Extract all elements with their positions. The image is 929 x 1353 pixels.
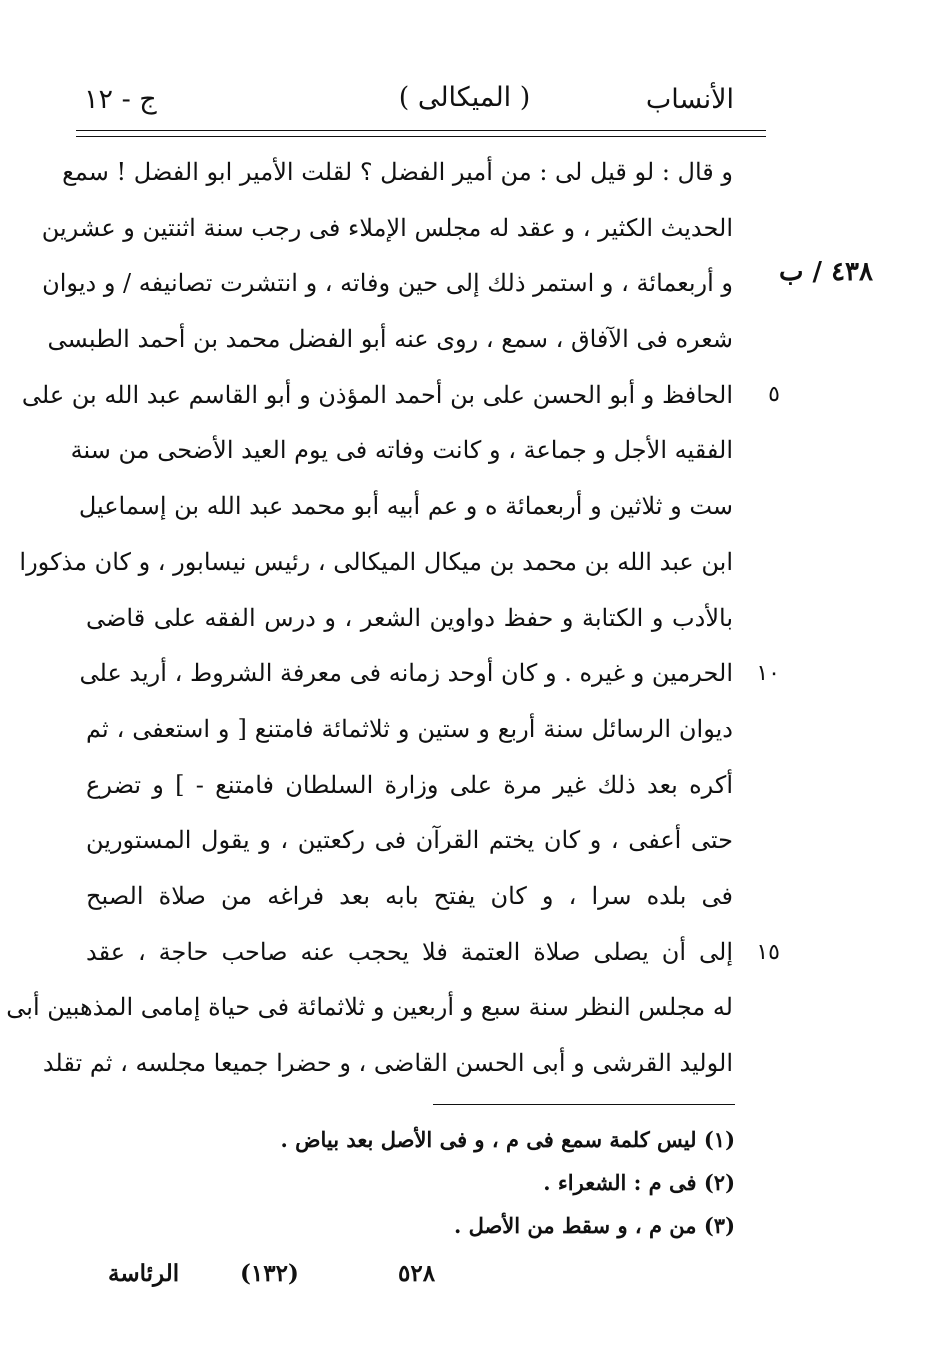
text-line: و أربعمائة ، و استمر ذلك إلى حين وفاته ، و انتشرت تصانيفه / و ديوان bbox=[42, 269, 733, 298]
running-header-section: الأنساب bbox=[645, 84, 734, 115]
text-line: أكره بعد ذلك غير مرة على وزارة السلطان فامتنع - ] و تضرع bbox=[86, 770, 733, 799]
publisher-place: الرئاسة bbox=[108, 1260, 180, 1287]
text-line: الحافظ و أبو الحسن على بن أحمد المؤذن و أبو القاسم عبد الله بن على bbox=[21, 380, 733, 409]
manuscript-folio-note: ٤٣٨ / ب bbox=[779, 257, 873, 287]
text-line: الوليد القرشى و أبى الحسن القاضى ، و حضرا جميعا مجلسه ، ثم تقلد bbox=[42, 1049, 733, 1077]
text-line: و قال : لو قيل لى : من أمير الفضل ؟ لقلت الأمير ابو الفضل ! سمع bbox=[62, 158, 733, 186]
main-text bbox=[6, 145, 733, 1092]
footnote-3: (٣) من م ، و سقط من الأصل . bbox=[453, 1213, 735, 1238]
line-number-15: ١٥ bbox=[756, 940, 780, 965]
text-line: شعره فى الآفاق ، سمع ، روى عنه أبو الفضل محمد بن أحمد الطبسى bbox=[47, 325, 733, 354]
running-header-entry: ( الميكالى ) bbox=[398, 82, 531, 113]
line-number-5: ٥ bbox=[768, 382, 780, 407]
footnote-rule bbox=[433, 1104, 735, 1105]
volume-part-number: (١٣٢) bbox=[240, 1260, 299, 1287]
header-rule-bottom bbox=[76, 136, 766, 137]
text-line: ديوان الرسائل سنة أربع و ستين و ثلاثمائة فامتنع [ و استعفى ، ثم bbox=[86, 714, 733, 743]
text-line: فى بلده سرا ، و كان يفتح بابه بعد فراغه من صلاة الصبح bbox=[86, 881, 733, 910]
page-number: ٥٢٨ bbox=[398, 1260, 436, 1287]
text-line: ابن عبد الله بن محمد بن ميكال الميكالى ، رئيس نيسابور ، و كان مذكورا bbox=[19, 547, 733, 576]
text-line: ست و ثلاثين و أربعمائة ه و عم أبيه أبو محمد عبد الله بن إسماعيل bbox=[78, 492, 733, 521]
footnote-2: (٢) فى م : الشعراء . bbox=[543, 1170, 735, 1195]
text-line: الحديث الكثير ، و عقد له مجلس الإملاء فى رجب سنة اثنتين و عشرين bbox=[41, 213, 733, 242]
text-line: الحرمين و غيره . و كان أوحد زمانه فى معرفة الشروط ، أريد على bbox=[79, 659, 733, 688]
text-line: حتى أعفى ، و كان يختم القرآن فى ركعتين ، و يقول المستورين bbox=[86, 826, 733, 855]
footnote-1: (١) ليس كلمة سمع فى م ، و فى الأصل بعد بياض . bbox=[280, 1127, 735, 1152]
text-line: الفقيه الأجل و جماعة ، و كانت وفاته فى يوم العيد الأضحى من سنة bbox=[70, 436, 733, 465]
footnotes bbox=[281, 1118, 736, 1247]
text-line: إلى أن يصلى صلاة العتمة فلا يحجب عنه صاحب حاجة ، عقد bbox=[86, 937, 733, 966]
running-header-volume: ج - ١٢ bbox=[84, 84, 157, 115]
line-number-10: ١٠ bbox=[756, 661, 780, 686]
header-rule-top bbox=[76, 130, 766, 131]
text-line: بالأدب و الكتابة و حفظ دواوين الشعر ، و درس الفقه على قاضى bbox=[86, 603, 733, 632]
text-line: له مجلس النظر سنة سبع و أربعين و ثلاثمائة فى حياة إمامى المذهبين أبى bbox=[6, 993, 733, 1022]
